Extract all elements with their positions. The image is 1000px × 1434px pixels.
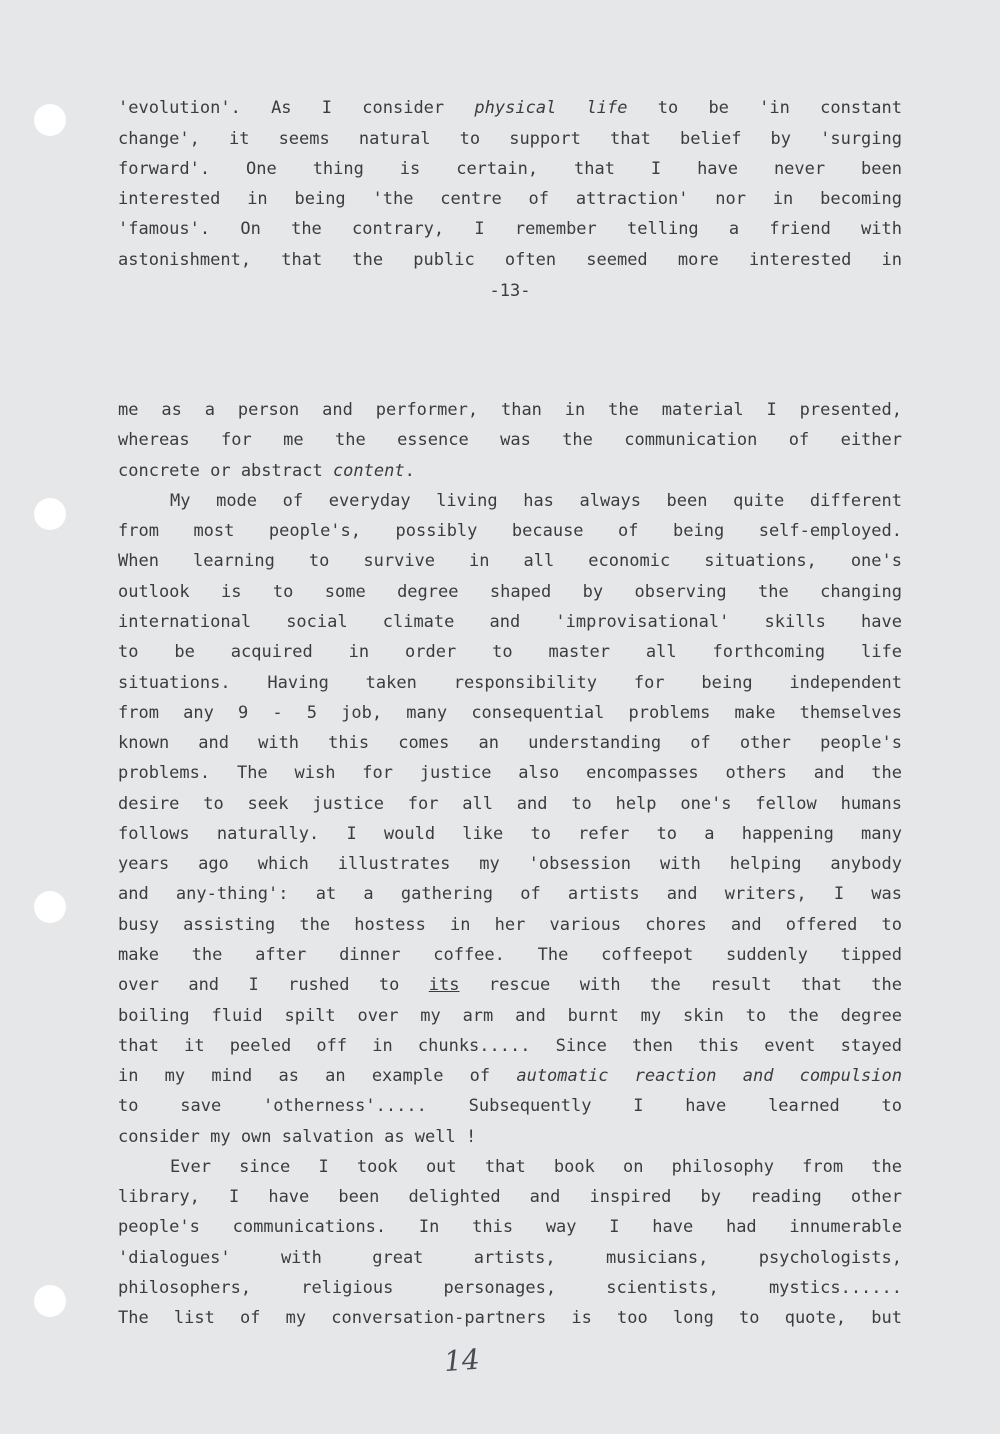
punch-hole-4 <box>34 1285 66 1317</box>
text-line: situations. Having taken responsibility for being independent <box>118 673 902 693</box>
text-line: forward'. One thing is certain, that I have never been <box>118 159 902 179</box>
text-line: consider my own salvation as well ! <box>118 1127 477 1147</box>
text-line: change', it seems natural to support that belief by 'surging <box>118 129 902 149</box>
text-line: My mode of everyday living has always been quite different <box>170 491 902 511</box>
text-line: from most people's, possibly because of being self-employed. <box>118 521 902 541</box>
text-line: busy assisting the hostess in her various chores and offered to <box>118 915 902 935</box>
text-line: that it peeled off in chunks..... Since then this event stayed <box>118 1036 902 1056</box>
text-line: desire to seek justice for all and to help one's fellow humans <box>118 794 902 814</box>
handwritten-page-number: 14 <box>442 1342 481 1379</box>
text-line: 'dialogues' with great artists, musicians, psychologists, <box>118 1248 902 1268</box>
text-line: When learning to survive in all economic situations, one's <box>118 551 902 571</box>
text-line: international social climate and 'improvisational' skills have <box>118 612 902 632</box>
text-line: Ever since I took out that book on philosophy from the <box>170 1157 902 1177</box>
text-line: 'famous'. On the contrary, I remember telling a friend with <box>118 219 902 239</box>
text-line: The list of my conversation-partners is too long to quote, but <box>118 1308 902 1328</box>
text-line: whereas for me the essence was the communication of either <box>118 430 902 450</box>
text-line: make the after dinner coffee. The coffeepot suddenly tipped <box>118 945 902 965</box>
text-line: follows naturally. I would like to refer to a happening many <box>118 824 902 844</box>
text-line: problems. The wish for justice also encompasses others and the <box>118 763 902 783</box>
text-line: and any-thing': at a gathering of artists and writers, I was <box>118 884 902 904</box>
text-line: interested in being 'the centre of attraction' nor in becoming <box>118 189 902 209</box>
text-line: me as a person and performer, than in the material I presented, <box>118 400 902 420</box>
text-line: outlook is to some degree shaped by observing the changing <box>118 582 902 602</box>
text-line: people's communications. In this way I have had innumerable <box>118 1217 902 1237</box>
text-line: to save 'otherness'..... Subsequently I have learned to <box>118 1096 902 1116</box>
text-line: over and I rushed to its rescue with the result that the <box>118 975 902 995</box>
text-line: years ago which illustrates my 'obsession with helping anybody <box>118 854 902 874</box>
text-line: from any 9 - 5 job, many consequential problems make themselves <box>118 703 902 723</box>
text-line: to be acquired in order to master all forthcoming life <box>118 642 902 662</box>
page-number: -13- <box>489 281 531 301</box>
text-line: library, I have been delighted and inspired by reading other <box>118 1187 902 1207</box>
text-line: 'evolution'. As I consider physical life to be 'in constant <box>118 98 903 118</box>
text-line: philosophers, religious personages, scientists, mystics...... <box>118 1278 902 1298</box>
punch-hole-1 <box>34 104 66 136</box>
text-line: in my mind as an example of automatic reaction and compulsion <box>118 1066 902 1086</box>
text-line: concrete or abstract content. <box>118 461 415 481</box>
punch-hole-2 <box>34 498 66 530</box>
text-line: astonishment, that the public often seemed more interested in <box>118 250 902 270</box>
text-line: known and with this comes an understanding of other people's <box>118 733 902 753</box>
text-line: boiling fluid spilt over my arm and burnt my skin to the degree <box>118 1006 902 1026</box>
punch-hole-3 <box>34 891 66 923</box>
